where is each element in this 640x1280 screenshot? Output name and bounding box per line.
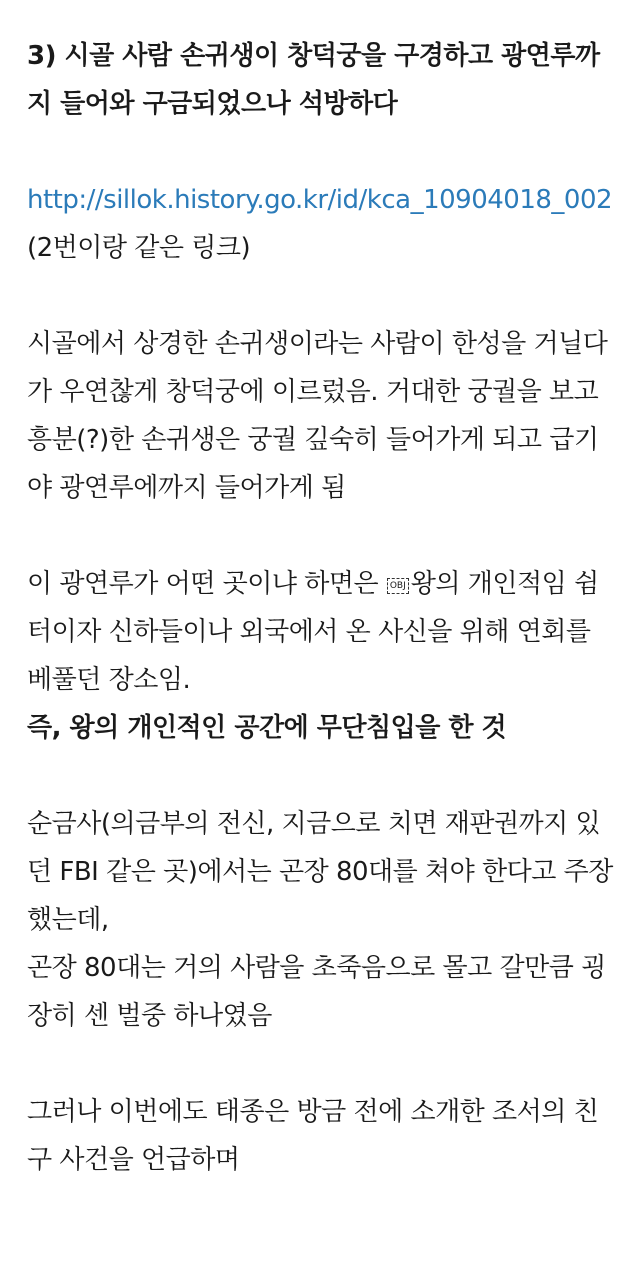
paragraph-2-bold: 즉, 왕의 개인적인 공간에 무단침입을 한 것 [27, 713, 507, 743]
paragraph-3-line-b: 곤장 80대는 거의 사람을 초죽음으로 몰고 갈만큼 굉장히 센 벌중 하나였음 [27, 953, 606, 1031]
section-heading: 3) 시골 사람 손귀생이 창덕궁을 구경하고 광연루까지 들어와 구금되었으나 석방하다 [27, 41, 600, 119]
paragraph-1: 시골에서 상경한 손귀생이라는 사람이 한성을 거닐다가 우연찮게 창덕궁에 이르렀음. 거대한 궁궐을 보고 흥분(?)한 손귀생은 궁궐 깊숙히 들어가게 되고 급기야 광연루에까지 들어가게 됨 [27, 329, 608, 503]
paragraph-3-line-a: 순금사(의금부의 전신, 지금으로 치면 재판권까지 있던 FBI 같은 곳)에서는 곤장 80대를 쳐야 한다고 주장했는데, [27, 809, 613, 935]
paragraph-2-text-b: 왕의 개인적임 쉼터이자 신하들이나 외국에서 온 사신을 위해 연회를 베풀던 장소임. [27, 569, 599, 695]
link-paragraph [27, 176, 614, 272]
sillok-link[interactable]: http://sillok.history.go.kr/id/kca_10904018_002 [27, 185, 613, 215]
paragraph-2 [27, 560, 614, 752]
paragraph-3 [27, 800, 614, 1040]
paragraph-4: 그러나 이번에도 태종은 방금 전에 소개한 조서의 친구 사건을 언급하며 [27, 1097, 599, 1175]
object-replacement-glyph: OBJ [387, 578, 409, 594]
paragraph-2-text-a: 이 광연루가 어떤 곳이냐 하면은 [27, 569, 386, 599]
link-note: (2번이랑 같은 링크) [27, 233, 251, 263]
